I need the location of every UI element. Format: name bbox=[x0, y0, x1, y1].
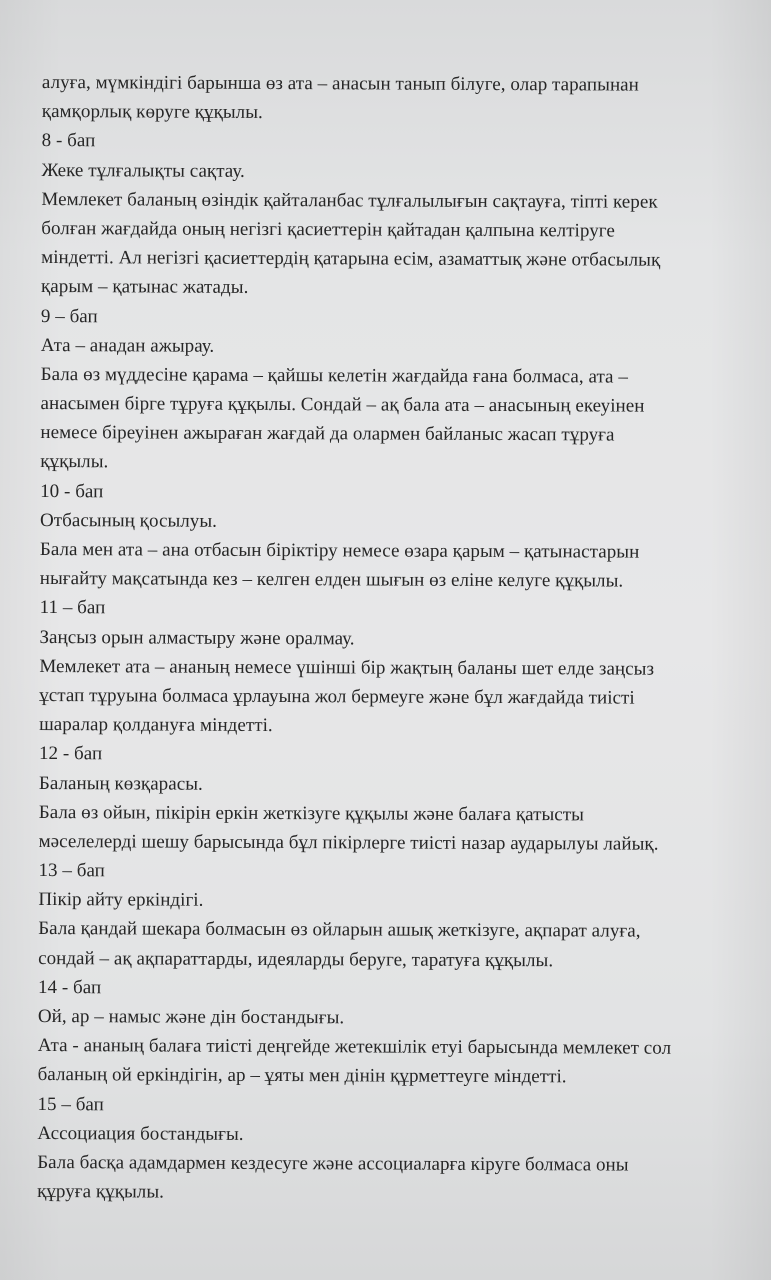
text-line: Бала өз мүддесіне қарама – қайшы келетін жағдайда ғана болмаса, ата – bbox=[40, 363, 628, 388]
text-line: Бала өз ойын, пікірін еркін жеткізуге құқылы және балаға қатысты bbox=[38, 801, 585, 826]
article-title: Отбасының қосылуы. bbox=[39, 509, 218, 532]
article-heading: 12 - бап bbox=[38, 743, 103, 765]
article-title: Баланың көзқарасы. bbox=[38, 772, 203, 795]
article-title: Ой, ар – намыс және дін бостандығы. bbox=[37, 1005, 345, 1029]
text-line: Бала қандай шекара болмасын өз ойларын ашық жеткізуге, ақпарат алуға, bbox=[38, 918, 641, 943]
text-line: мәселелерді шешу барысында бұл пікірлерге тиісті назар аударылуы лайық. bbox=[38, 830, 659, 855]
text-line: сондай – ақ ақпараттарды, идеяларды беруге, таратуға құқылы. bbox=[38, 947, 554, 971]
document-text bbox=[37, 68, 771, 1210]
article-heading: 14 - бап bbox=[37, 976, 102, 999]
article-title: Пікір айту еркіндігі. bbox=[38, 889, 204, 911]
text-line: анасымен бірге тұруға құқылы. Сондай – ақ бала ата – анасының екеуінен bbox=[40, 393, 645, 417]
text-line: қарым – қатынас жатады. bbox=[40, 276, 249, 299]
article-heading: 11 – бап bbox=[39, 597, 106, 619]
text-line: немесе біреуінен ажыраған жағдай да олармен байланыс жасап тұруға bbox=[40, 422, 615, 446]
text-line: болған жағдайда оның негізгі қасиеттерін қайтадан қалпына келтіруге bbox=[41, 217, 615, 242]
text-line: ұстап тұруына болмаса ұрлауына жол бермеуге және бұл жағдайда тиісті bbox=[39, 684, 635, 709]
text-line: құруға құқылы. bbox=[37, 1181, 165, 1203]
article-title: Заңсыз орын алмастыру және оралмау. bbox=[39, 626, 355, 649]
text-line: алуға, мүмкіндігі барынша өз ата – анасын танып білуге, олар тарапынан bbox=[41, 71, 639, 96]
article-heading: 13 – бап bbox=[38, 860, 105, 882]
text-line: құқылы. bbox=[40, 451, 109, 473]
article-heading: 9 – бап bbox=[40, 305, 98, 327]
article-title: Ата – анадан ажырау. bbox=[40, 334, 215, 357]
text-line: Мемлекет баланың өзіндік қайталанбас тұлғалылығын сақтауға, тіпті керек bbox=[41, 188, 658, 213]
text-line: Мемлекет ата – ананың немесе үшінші бір жақтың баланы шет елде заңсыз bbox=[39, 655, 655, 680]
text-line: міндетті. Ал негізгі қасиеттердің қатарына есім, азаматтық және отбасылық bbox=[41, 247, 661, 271]
text-line: қамқорлық көруге құқылы. bbox=[41, 101, 263, 124]
text-line: Ата - ананың балаға тиісті деңгейде жетекшілік етуі барысында мемлекет сол bbox=[37, 1035, 672, 1059]
text-line: нығайту мақсатында кез – келген елден шығын өз еліне келуге құқылы. bbox=[39, 568, 624, 592]
article-heading: 15 – бап bbox=[37, 1093, 104, 1115]
text-line: шаралар қолдануға міндетті. bbox=[39, 714, 273, 737]
article-heading: 8 - бап bbox=[41, 130, 96, 152]
article-heading: 10 - бап bbox=[40, 480, 104, 502]
text-line: Бала мен ата – ана отбасын біріктіру немесе өзара қарым – қатынастарын bbox=[39, 538, 640, 563]
article-title: Ассоциация бостандығы. bbox=[37, 1122, 244, 1145]
article-title: Жеке тұлғалықты сақтау. bbox=[41, 159, 245, 182]
text-line: Бала басқа адамдармен кездесуге және ассоциаларға кіруге болмаса оны bbox=[37, 1151, 629, 1176]
text-line: баланың ой еркіндігін, ар – ұяты мен дінін құрметтеуге міндетті. bbox=[37, 1064, 567, 1088]
